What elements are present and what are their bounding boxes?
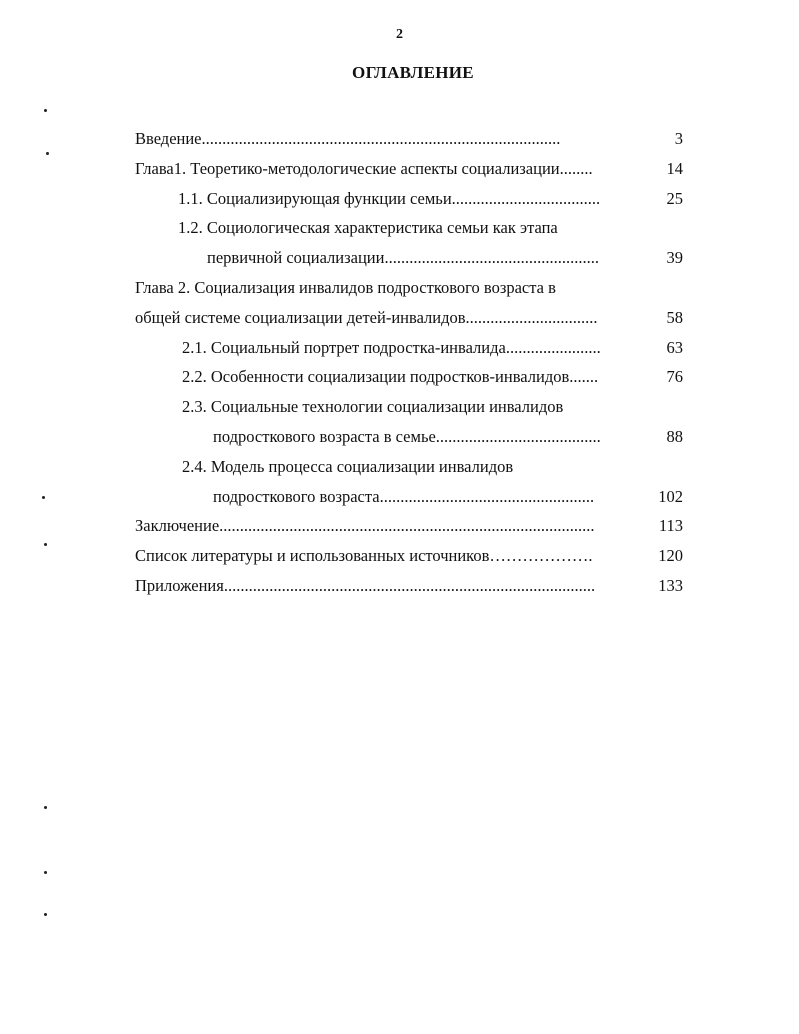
toc-entry-text: Глава 2. Социализация инвалидов подросткового возраста в: [135, 277, 556, 297]
toc-entry-section-1-1: [135, 184, 683, 214]
toc-entry-chapter-2-cont: [135, 303, 683, 333]
toc-entry-text: первичной социализации....................................................: [207, 248, 599, 268]
toc-entry-text: подросткового возраста в семье........................................: [213, 426, 601, 446]
toc-entry-text: Приложения..........................................................................................: [135, 575, 596, 595]
toc-entry-page: 88: [666, 426, 683, 446]
toc-entry-chapter-2: [135, 273, 683, 303]
toc-entry-text: Список литературы и использованных источников……………….: [135, 546, 593, 566]
toc-entry-page: 133: [658, 575, 683, 595]
toc-entry-page: 102: [658, 486, 683, 506]
toc-entry-page: 25: [666, 188, 683, 208]
toc-entry-text: Введение.......................................................................................: [135, 129, 561, 148]
toc-entry-text: 1.1. Социализирующая функции семьи....................................: [178, 188, 601, 208]
toc-entry-introduction: [135, 124, 683, 154]
scan-speck: [42, 496, 45, 499]
table-of-contents: [135, 124, 683, 601]
toc-entry-text: общей системе социализации детей-инвалидов................................: [135, 307, 598, 327]
toc-entry-section-1-2: [135, 213, 683, 243]
scan-speck: [46, 152, 49, 155]
scan-speck: [44, 109, 47, 112]
toc-entry-page: 63: [666, 337, 683, 357]
toc-entry-text: Заключение...........................................................................................: [135, 516, 595, 536]
toc-entry-page: 120: [658, 546, 683, 566]
toc-entry-text: 2.2. Особенности социализации подростков-инвалидов.......: [182, 367, 599, 387]
toc-entry-section-2-4: [135, 452, 683, 482]
page-number: 2: [396, 27, 403, 42]
toc-entry-section-1-2-cont: [135, 243, 683, 273]
toc-entry-conclusion: [135, 511, 683, 541]
toc-entry-section-2-3: [135, 392, 683, 422]
toc-entry-section-2-1: [135, 333, 683, 363]
toc-entry-page: 3: [674, 129, 683, 148]
toc-entry-references: [135, 541, 683, 571]
toc-entry-section-2-4-cont: [135, 482, 683, 512]
toc-entry-section-2-3-cont: [135, 422, 683, 452]
toc-entry-text: 2.4. Модель процесса социализации инвалидов: [182, 456, 514, 476]
toc-entry-page: 14: [666, 158, 683, 178]
scan-speck: [44, 543, 47, 546]
scan-speck: [44, 913, 47, 916]
scan-speck: [44, 871, 47, 874]
toc-entry-text: 1.2. Социологическая характеристика семьи как этапа: [178, 218, 558, 238]
toc-entry-page: 113: [658, 516, 683, 536]
toc-entry-page: 76: [666, 367, 683, 387]
toc-entry-text: 2.3. Социальные технологии социализации инвалидов: [182, 397, 564, 417]
toc-entry-appendices: [135, 571, 683, 601]
toc-entry-section-2-2: [135, 362, 683, 392]
toc-entry-page: 39: [666, 248, 683, 268]
toc-entry-text: подросткового возраста....................................................: [213, 486, 595, 506]
scan-speck: [44, 806, 47, 809]
toc-entry-chapter-1: [135, 154, 683, 184]
toc-entry-text: 2.1. Социальный портрет подростка-инвалида.......................: [182, 337, 601, 357]
page-title: ОГЛАВЛЕНИЕ: [352, 63, 474, 82]
toc-entry-page: 58: [666, 307, 683, 327]
toc-entry-text: Глава1. Теоретико-методологические аспекты социализации........: [135, 158, 593, 178]
